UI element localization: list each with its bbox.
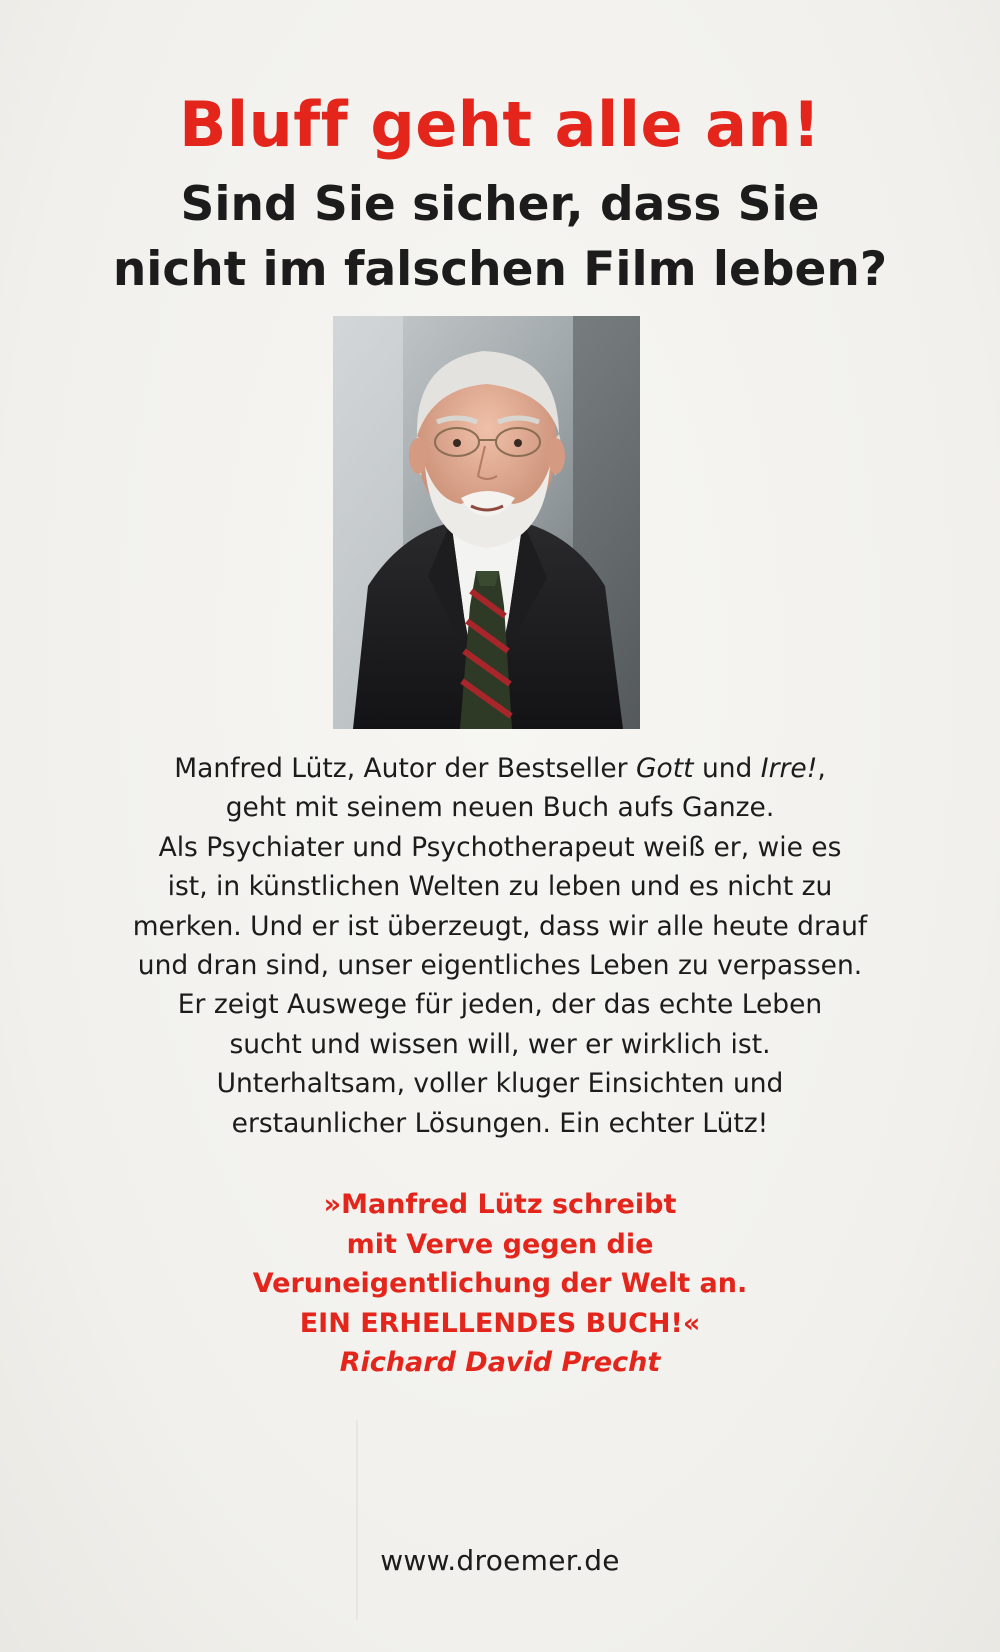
publisher-url: www.droemer.de [380,1544,620,1577]
description-text [60,749,940,1143]
subheadline [0,172,1000,302]
description-line: geht mit seinem neuen Buch aufs Ganze. [225,792,775,824]
quote-line: Veruneigentlichung der Welt an. [252,1268,748,1299]
quote-line: EIN ERHELLENDES BUCH!« [299,1307,701,1339]
book-title-irre: Irre! [760,753,818,784]
description-line: merken. Und er ist überzeugt, dass wir alle heute drauf [132,910,868,942]
description-line: ist, in künstlichen Welten zu leben und es nicht zu [167,871,833,903]
description-line: erstaunlicher Lösungen. Ein echter Lütz! [231,1107,769,1139]
review-quote [0,1185,1000,1383]
description-line: Unterhaltsam, voller kluger Einsichten und [216,1068,784,1100]
description-line [60,749,940,788]
description-fragment: Manfred Lütz, Autor der Bestseller [174,753,636,784]
subheadline-line: nicht im falschen Film leben? [112,242,888,297]
quote-line: mit Verve gegen die [346,1228,654,1260]
description-line: Als Psychiater und Psychotherapeut weiß er, wie es [158,831,842,863]
quote-line: »Manfred Lütz schreibt [323,1189,677,1220]
description-line: sucht und wissen will, wer er wirklich ist. [229,1028,771,1060]
paper-crease [356,1420,358,1620]
description-line: Er zeigt Auswege für jeden, der das echte Leben [177,989,823,1021]
quote-attribution: Richard David Precht [339,1347,661,1378]
subheadline-line: Sind Sie sicher, dass Sie [180,177,820,232]
description-fragment: und [693,753,761,784]
description-line: und dran sind, unser eigentliches Leben zu verpassen. [137,950,863,982]
book-title-gott: Gott [635,753,694,784]
headline: Bluff geht alle an! [179,88,821,161]
author-portrait [333,316,640,729]
description-fragment: , [817,753,826,784]
